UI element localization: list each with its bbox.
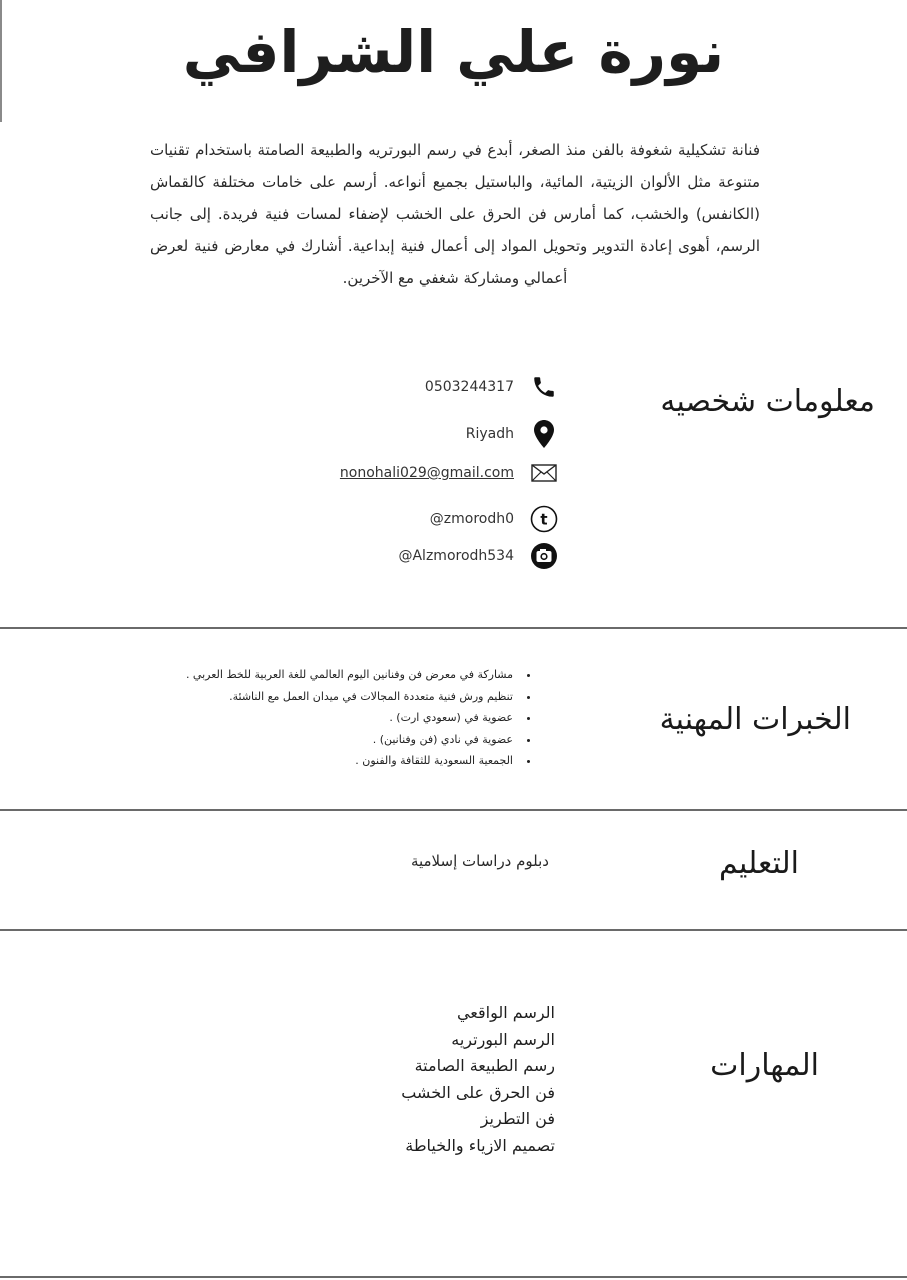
experience-item: • الجمعية السعودية للثقافة والفنون .	[77, 750, 517, 772]
experience-item: • عضوية في نادي (فن وفنانين) .	[77, 729, 517, 751]
contact-tumblr[interactable]	[430, 504, 560, 534]
mail-icon	[528, 458, 560, 488]
camera-icon	[528, 541, 560, 571]
svg-text:t: t	[540, 510, 548, 529]
phone-icon	[528, 372, 560, 402]
section-divider	[0, 1276, 907, 1278]
personal-info-title: معلومات شخصيه	[660, 384, 875, 419]
location-pin-icon	[528, 419, 560, 449]
phone-number: 0503244317	[424, 379, 514, 395]
experience-title: الخبرات المهنية	[659, 702, 851, 737]
experience-item: • تنظيم ورش فنية متعددة المجالات في ميدان العمل مع الناشئة.	[77, 686, 517, 708]
contact-instagram[interactable]	[398, 541, 560, 571]
email-link[interactable]: nonohali029@gmail.com	[339, 465, 514, 481]
skills-list	[401, 1000, 555, 1159]
tumblr-handle[interactable]: @zmorodh0	[429, 511, 514, 527]
skill-item: رسم الطبيعة الصامتة	[414, 1056, 555, 1075]
contact-city	[466, 419, 560, 449]
bio-paragraph: فنانة تشكيلية شغوفة بالفن منذ الصغر، أبدع في رسم البورتريه والطبيعة الصامتة باستخدام تقنيات متنوعة مثل الألوان الزيتية، المائية، والباستيل بجميع أنواعه. أرسم على خامات مختلفة كالقماش (الكانفس) والخشب، كما أمارس فن الحرق على الخشب لإضفاء لمسات فنية فريدة. إلى جانب الرسم، أهوى إعادة التدوير وتحويل المواد إلى أعمال فنية إبداعية. أشارك في معارض فنية لعرض أعمالي ومشاركة شغفي مع الآخرين.	[150, 141, 760, 287]
section-divider	[0, 627, 907, 629]
skill-item: فن التطريز	[480, 1109, 555, 1128]
experience-item: • مشاركة في معرض فن وفنانين اليوم العالمي للغة العربية للخط العربي .	[77, 664, 517, 686]
tumblr-icon	[528, 504, 560, 534]
city-name: Riyadh	[465, 426, 514, 442]
skill-item: فن الحرق على الخشب	[401, 1082, 555, 1102]
resume-name: نورة علي الشرافي	[182, 18, 725, 86]
contact-phone	[425, 372, 560, 402]
education-title: التعليم	[719, 846, 799, 881]
experience-list	[77, 664, 535, 772]
section-divider	[0, 809, 907, 811]
education-degree: دبلوم دراسات إسلامية	[410, 852, 549, 870]
skill-item: تصميم الازياء والخياطة	[405, 1135, 555, 1155]
skills-title: المهارات	[710, 1048, 819, 1083]
section-divider	[0, 929, 907, 931]
instagram-handle[interactable]: @Alzmorodh534	[398, 548, 514, 564]
contact-email[interactable]	[340, 458, 560, 488]
experience-item: • عضوية في (سعودي ارت) .	[77, 707, 517, 729]
skill-item: الرسم الواقعي	[456, 1003, 555, 1022]
skill-item: الرسم البورتريه	[451, 1029, 555, 1049]
